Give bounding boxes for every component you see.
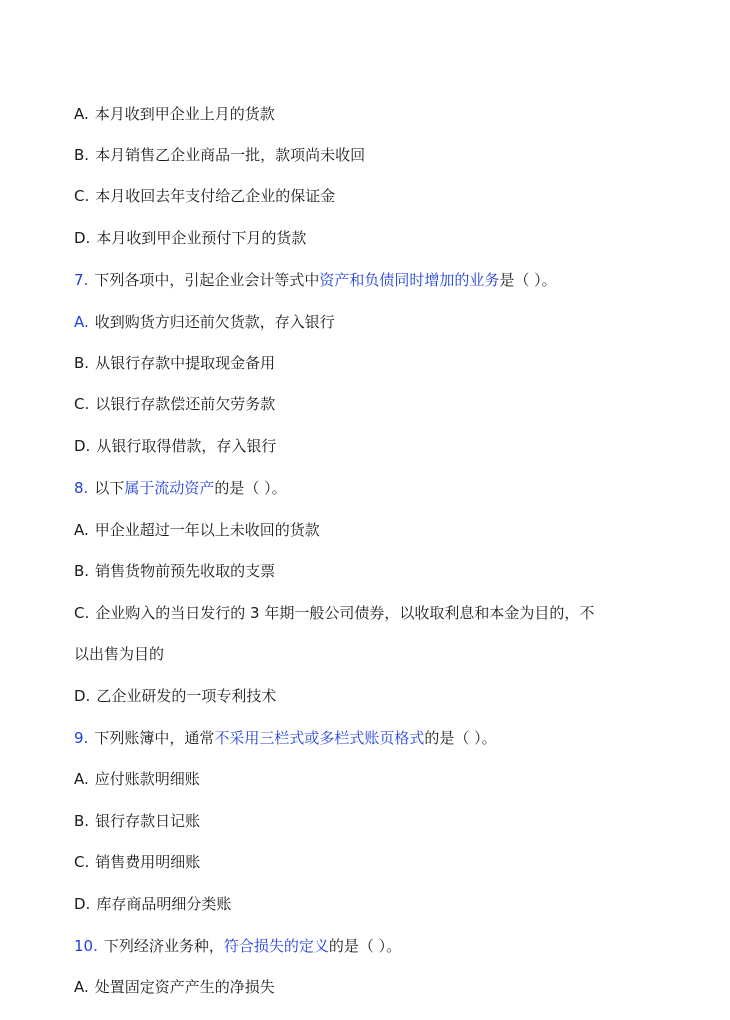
option-text: 企业购入的当日发行的 3 年期一般公司债券，以收取利息和本金为目的，不: [95, 604, 595, 622]
option-letter: A.: [74, 770, 89, 788]
question-text: 以下: [94, 479, 125, 497]
q9-option-a: [74, 769, 670, 789]
option-letter: B.: [74, 562, 90, 580]
option-letter: C.: [74, 853, 90, 871]
option-text: 应付账款明细账: [94, 770, 200, 788]
question-number: 7.: [74, 271, 89, 289]
question-text-end: 的是（ ）。: [424, 729, 497, 747]
question-highlight-link[interactable]: 属于流动资产: [124, 479, 215, 497]
option-letter: A.: [74, 521, 89, 539]
q8-stem: [74, 478, 670, 498]
option-text: 本月收回去年支付给乙企业的保证金: [95, 187, 336, 205]
option-text: 乙企业研发的一项专利技术: [96, 687, 277, 705]
question-number: 10.: [74, 937, 98, 955]
q10-option-a: [74, 977, 670, 997]
question-number: 9.: [74, 729, 89, 747]
q7-stem: [74, 270, 670, 290]
option-text: 以银行存款偿还前欠劳务款: [95, 395, 276, 413]
question-highlight-link[interactable]: 不采用三栏式或多栏式账页格式: [214, 729, 425, 747]
option-letter: D.: [74, 895, 91, 913]
option-letter: B.: [74, 146, 90, 164]
q8-option-a: [74, 520, 670, 540]
question-text: 下列经济业务种，: [103, 937, 224, 955]
option-letter: C.: [74, 395, 90, 413]
option-letter: A.: [74, 978, 89, 996]
q8-option-c-continued: [74, 644, 670, 664]
question-text-end: 的是（ ）。: [328, 937, 402, 955]
option-text: 从银行存款中提取现金备用: [95, 354, 276, 372]
question-text: 下列账簿中，通常: [94, 729, 215, 747]
q9-option-c: [74, 852, 670, 872]
option-text: 销售费用明细账: [95, 853, 201, 871]
q6-option-a: [74, 104, 670, 124]
option-letter: D.: [74, 229, 91, 247]
q7-option-c: [74, 394, 670, 414]
option-text-continued: 以出售为目的: [74, 645, 165, 663]
option-letter: D.: [74, 437, 91, 455]
q8-option-d: [74, 686, 670, 706]
q7-option-b: [74, 353, 670, 373]
option-letter: A.: [74, 313, 89, 331]
question-text-end: 的是（ ）。: [214, 479, 287, 497]
option-text: 收到购货方归还前欠货款，存入银行: [94, 313, 335, 331]
option-letter: B.: [74, 354, 90, 372]
q8-option-c: [74, 603, 670, 623]
option-text: 本月销售乙企业商品一批，款项尚未收回: [95, 146, 366, 164]
q7-option-d: [74, 436, 670, 456]
question-number: 8.: [74, 479, 89, 497]
question-highlight-link[interactable]: 符合损失的定义: [223, 937, 329, 955]
q6-option-b: [74, 145, 670, 165]
option-letter: C.: [74, 604, 90, 622]
option-text: 处置固定资产产生的净损失: [94, 978, 275, 996]
q9-stem: [74, 728, 670, 748]
option-text: 库存商品明细分类账: [96, 895, 232, 913]
option-letter: D.: [74, 687, 91, 705]
option-text: 甲企业超过一年以上未收回的货款: [94, 521, 320, 539]
question-text: 下列各项中，引起企业会计等式中: [94, 271, 320, 289]
option-text: 本月收到甲企业预付下月的货款: [96, 229, 307, 247]
option-text: 从银行取得借款，存入银行: [96, 437, 277, 455]
option-text: 本月收到甲企业上月的货款: [94, 105, 275, 123]
q6-option-c: [74, 186, 670, 206]
question-highlight-link[interactable]: 资产和负债同时增加的业务: [319, 271, 500, 289]
option-letter: C.: [74, 187, 90, 205]
q10-stem: [74, 936, 670, 956]
q9-option-d: [74, 894, 670, 914]
option-text: 银行存款日记账: [95, 812, 201, 830]
q7-option-a: [74, 312, 670, 332]
q6-option-d: [74, 228, 670, 248]
option-text: 销售货物前预先收取的支票: [95, 562, 276, 580]
question-text-end: 是（ ）。: [499, 271, 557, 289]
option-letter: B.: [74, 812, 90, 830]
option-letter: A.: [74, 105, 89, 123]
q8-option-b: [74, 561, 670, 581]
q9-option-b: [74, 811, 670, 831]
